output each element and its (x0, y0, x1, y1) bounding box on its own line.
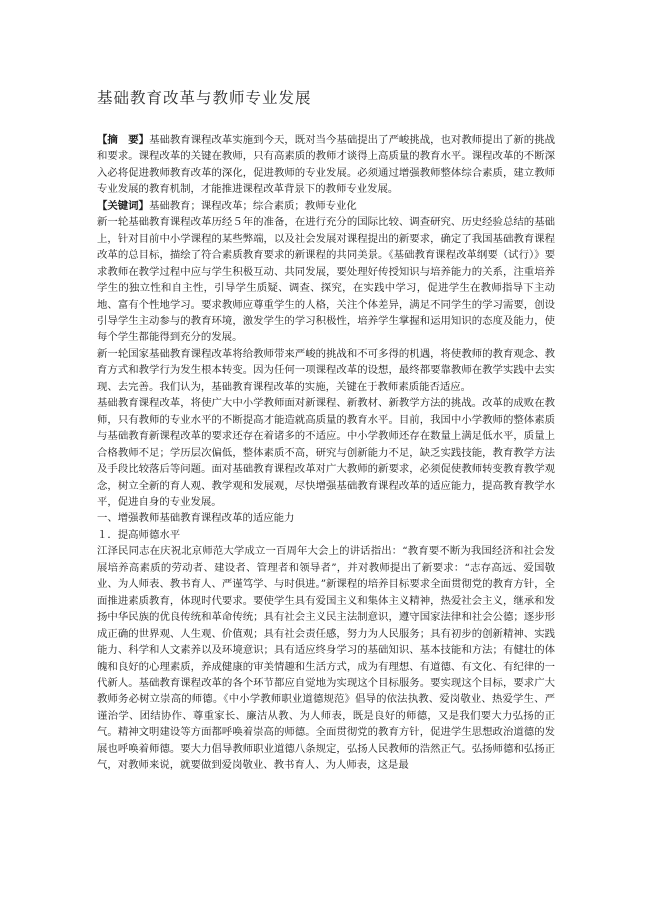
keywords-paragraph (97, 198, 555, 214)
keywords-label: 【关键词】 (97, 199, 149, 212)
body-paragraph: 基础教育课程改革，将使广大中小学教师面对新课程、新教材、新教学方法的挑战。改革的成败在教师，只有教师的专业水平的不断提高才能造就高质量的教育水平。目前，我国中小学教师的整体素质与基础教育新课程改革的要求还存在着诸多的不适应。中小学教师还存在数量上满足低水平，质量上合格教师不足；学历层次偏低，整体素质不高，研究与创新能力不足，缺乏实践技能，教育教学方法及手段比较落后等问题。面对基础教育课程改革对广大教师的新要求，必须促使教师转变教育教学观念，树立全新的育人观、教学观和发展观，尽快增强基础教育课程改革的适应能力，提高教育教学水平，促进自身的专业发展。 (97, 397, 555, 508)
body-paragraph: 新一轮基础教育课程改革历经５年的准备，在进行充分的国际比较、调查研究、历史经验总结的基础上，针对目前中小学课程的某些弊端，以及社会发展对课程提出的新要求，确定了我国基础教育课程改革的总目标，描绘了符合素质教育要求的新课程的共同美景。《基础教育课程改革纲要（试行）》要求教师在教学过程中应与学生积极互动、共同发展，要处理好传授知识与培养能力的关系，注重培养学生的独立性和自主性，引导学生质疑、调查、探究，在实践中学习，促进学生在教师指导下主动地、富有个性地学习。要求教师应尊重学生的人格，关注个体差异，满足不同学生的学习需要，创设引导学生主动参与的教育环境，激发学生的学习积极性，培养学生掌握和运用知识的态度及能力，使每个学生都能得到充分的发展。 (97, 216, 555, 344)
section-heading: 一、增强教师基础教育课程改革的适应能力 (97, 512, 295, 525)
keywords-text: 基础教育；课程改革；综合素质；教师专业化 (148, 199, 357, 212)
subsection-heading: １．提高师德水平 (97, 528, 181, 541)
body-paragraph: 新一轮国家基础教育课程改革将给教师带来严峻的挑战和不可多得的机遇，将使教师的教育观念、教育方式和教学行为发生根本转变。因为任何一项课程改革的设想，最终都要靠教师在教学实践中去实现、去完善。我们认为，基础教育课程改革的实施，关键在于教师素质能否适应。 (97, 347, 555, 393)
body-paragraph: 江泽民同志在庆祝北京师范大学成立一百周年大会上的讲话指出：“教育要不断为我国经济和社会发展培养高素质的劳动者、建设者、管理者和领导者”，并对教师提出了新要求：“志存高远、爱国敬业、为人师表、教书育人、严谨笃学、与时俱进。”新课程的培养目标要求全面贯彻党的教育方针，全面推进素质教育，体现时代要求。要使学生具有爱国主义和集体主义精神，热爱社会主义，继承和发扬中华民族的优良传统和革命传统；具有社会主义民主法制意识，遵守国家法律和社会公德；逐步形成正确的世界观、人生观、价值观；具有社会责任感，努力为人民服务；具有初步的创新精神、实践能力、科学和人文素养以及环境意识；具有适应终身学习的基础知识、基本技能和方法；有健壮的体魄和良好的心理素质，养成健康的审美情趣和生活方式，成为有理想、有道德、有文化、有纪律的一代新人。基础教育课程改革的各个环节都应自觉地为实现这个目标服务。要实现这个目标，要求广大教师务必树立崇高的师德。《中小学教师职业道德规范》倡导的依法执教、爱岗敬业、热爱学生、严谨治学、团结协作、尊重家长、廉洁从教、为人师表，既是良好的师德，又是我们要大力弘扬的正气。精神文明建设等方面都呼唤着崇高的师德。全面贯彻党的教育方针，促进学生思想政治道德的发展也呼唤着师德。要大力倡导教师职业道德八条规定，弘扬人民教师的浩然正气。弘扬师德和弘扬正气，对教师来说，就要做到爱岗敬业、教书育人、为人师表，这是最 (97, 545, 555, 772)
page-title: 基础教育改革与教师专业发展 (97, 89, 312, 107)
document-body (97, 132, 555, 774)
abstract-text: 基础教育课程改革实施到今天，既对当今基础提出了严峻挑战，也对教师提出了新的挑战和要求。课程改革的关键在教师，只有高素质的教师才谈得上高质量的教育水平。课程改革的不断深入必将促进教师教育改革的深化，促进教师的专业发展。必须通过增强教师整体综合素质，建立教师专业发展的教育机制，才能推进课程改革背景下的教师专业发展。 (97, 134, 556, 196)
abstract-paragraph (97, 132, 555, 198)
abstract-label: 【摘 要】 (97, 134, 150, 146)
